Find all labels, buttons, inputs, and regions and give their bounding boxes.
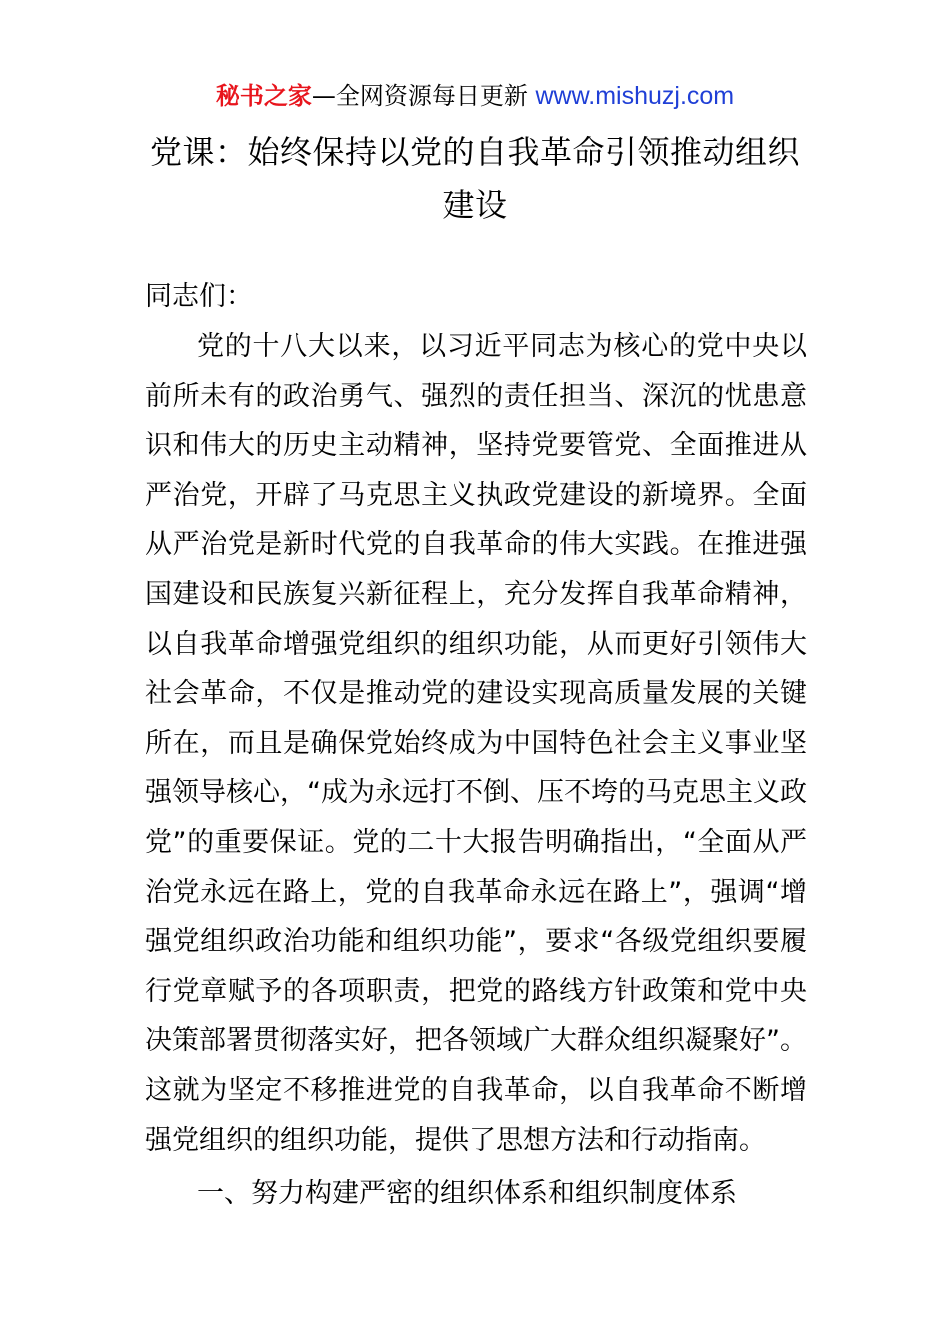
- site-tagline: —全网资源每日更新: [311, 82, 536, 110]
- body-paragraph: 党的十八大以来，以习近平同志为核心的党中央以前所未有的政治勇气、强烈的责任担当、深沉的忧患意识和伟大的历史主动精神，坚持党要管党、全面推进从严治党，开辟了马克思主义执政党建设的新境界。全面从严治党是新时代党的自我革命的伟大实践。在推进强国建设和民族复兴新征程上，充分发挥自我革命精神，以自我革命增强党组织的组织功能，从而更好引领伟大社会革命，不仅是推动党的建设实现高质量发展的关键所在，而且是确保党始终成为中国特色社会主义事业坚强领导核心，“成为永远打不倒、压不垮的马克思主义政党”的重要保证。党的二十大报告明确指出，“全面从严治党永远在路上，党的自我革命永远在路上”，强调“增强党组织政治功能和组织功能”，要求“各级党组织要履行党章赋予的各项职责，把党的路线方针政策和党中央决策部署贯彻落实好，把各领域广大群众组织凝聚好”。这就为坚定不移推进党的自我革命，以自我革命不断增强党组织的组织功能，提供了思想方法和行动指南。: [145, 331, 807, 1156]
- salutation: 同志们：: [145, 281, 253, 312]
- site-url-link[interactable]: www.mishuzj.com: [535, 82, 735, 110]
- document-title: 党课：始终保持以党的自我革命引领推动组织建设: [149, 133, 800, 224]
- site-name: 秘书之家: [215, 82, 312, 110]
- section-heading: 一、努力构建严密的组织体系和组织制度体系: [197, 1178, 737, 1209]
- site-header: [0, 80, 950, 112]
